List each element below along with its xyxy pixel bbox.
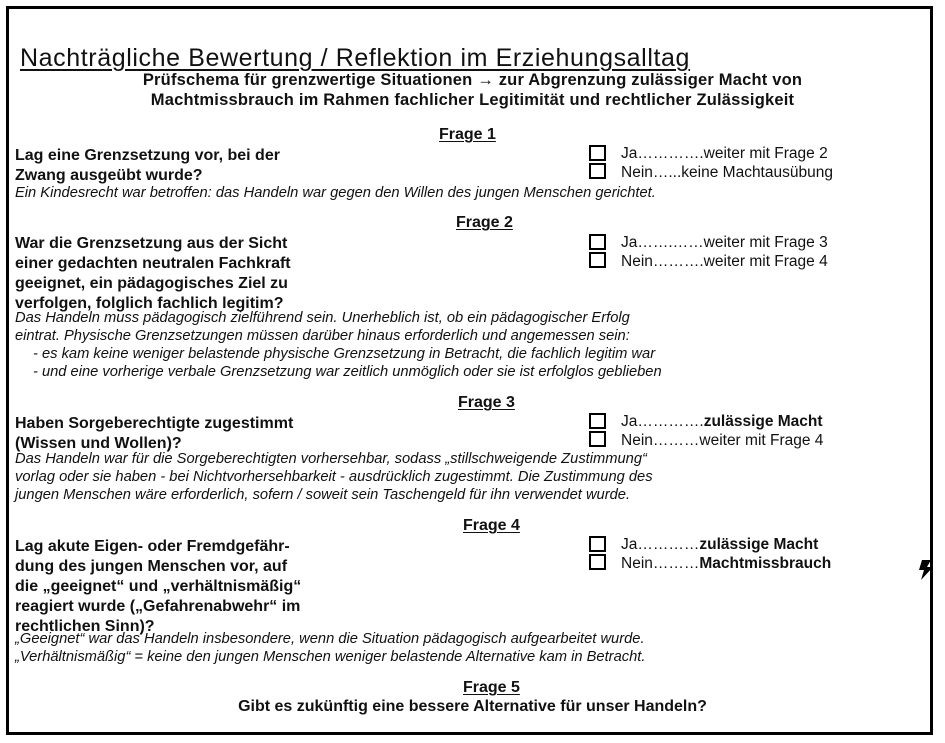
- frage-4-question-line: Lag akute Eigen- oder Fremdgefähr-: [15, 538, 290, 555]
- frage-4-ja-result: zulässige Macht: [699, 536, 819, 553]
- subtitle-line-1: Prüfschema für grenzwertige Situationen → zur Abgrenzung zulässiger Macht von: [142, 71, 803, 89]
- frage-4-question: [15, 537, 435, 637]
- frage-4-question-line: rechtlichen Sinn)?: [15, 618, 155, 635]
- frage-4-ja-option: [621, 535, 818, 555]
- lightning-bolt-icon: [918, 560, 934, 580]
- frage-5-heading: Frage 5: [463, 679, 520, 696]
- frage-5-question: Gibt es zukünftig eine bessere Alternative für unser Handeln?: [238, 698, 707, 715]
- frage-2-question-line: einer gedachten neutralen Fachkraft: [15, 255, 291, 272]
- frage-2-nein-checkbox[interactable]: [589, 252, 606, 268]
- frage-4-nein-prefix: Nein………: [621, 555, 700, 572]
- frage-3-ja-prefix: Ja………….: [621, 413, 704, 430]
- frage-2-question: [15, 234, 435, 314]
- frage-4-ja-prefix: Ja…………: [621, 536, 700, 553]
- frage-2-bullet: - und eine vorherige verbale Grenzsetzung war zeitlich unmöglich oder sie ist erfolglos geblieben: [33, 364, 662, 380]
- frage-4-heading: Frage 4: [463, 517, 520, 534]
- frage-1-ja-checkbox[interactable]: [589, 145, 606, 161]
- page-title: Nachträgliche Bewertung / Reflektion im Erziehungsalltag: [20, 44, 691, 72]
- frage-2-nein-option: Nein……….weiter mit Frage 4: [621, 253, 828, 270]
- frage-2-note-line: eintrat. Physische Grenzsetzungen müssen darüber hinaus erforderlich und angemessen sein:: [15, 328, 630, 344]
- frage-1-nein-checkbox[interactable]: [589, 163, 606, 179]
- frage-4-question-line: dung des jungen Menschen vor, auf: [15, 558, 288, 575]
- frage-1-ja-option: Ja………….weiter mit Frage 2: [621, 145, 828, 162]
- frage-1-question-line: Lag eine Grenzsetzung vor, bei der: [15, 147, 280, 164]
- frage-3-ja-option: [621, 412, 823, 432]
- frage-2-heading: Frage 2: [456, 214, 513, 231]
- frage-1-question: [15, 146, 435, 186]
- frage-2-question-line: geeignet, ein pädagogisches Ziel zu: [15, 275, 288, 292]
- frage-1-note: Ein Kindesrecht war betroffen: das Handeln war gegen den Willen des jungen Menschen gerichtet.: [15, 185, 656, 201]
- frage-3-ja-result: zulässige Macht: [703, 413, 823, 430]
- frage-2-bullet: - es kam keine weniger belastende physische Grenzsetzung in Betracht, die fachlich legitim war: [33, 346, 656, 362]
- frage-4-question-line: reagiert wurde („Gefahrenabwehr“ im: [15, 598, 301, 615]
- frage-3-question: [15, 414, 435, 454]
- frage-4-nein-option: [621, 554, 831, 574]
- frage-3-nein-option: Nein………weiter mit Frage 4: [621, 432, 824, 449]
- frage-1-heading: Frage 1: [439, 126, 496, 143]
- frage-4-note-line: „Geeignet“ war das Handeln insbesondere, wenn die Situation pädagogisch aufgearbeitet wurde.: [15, 631, 645, 647]
- frage-3-note-line: vorlag oder sie haben - bei Nichtvorhersehbarkeit - ausdrücklich zugestimmt. Die Zustimmung des: [15, 469, 653, 485]
- frage-3-heading: Frage 3: [458, 394, 515, 411]
- frage-4-question-line: die „geeignet“ und „verhältnismäßig“: [15, 578, 302, 595]
- frage-2-ja-checkbox[interactable]: [589, 234, 606, 250]
- frage-3-note-line: Das Handeln war für die Sorgeberechtigten vorhersehbar, sodass „stillschweigende Zustimmung“: [15, 451, 647, 467]
- frage-4-nein-checkbox[interactable]: [589, 554, 606, 570]
- frage-2-ja-option: Ja…….……weiter mit Frage 3: [621, 234, 828, 251]
- frage-3-ja-checkbox[interactable]: [589, 413, 606, 429]
- frage-3-question-line: Haben Sorgeberechtigte zugestimmt: [15, 415, 294, 432]
- frage-2-question-line: verfolgen, folglich fachlich legitim?: [15, 295, 284, 312]
- subtitle-line-2: Machtmissbrauch im Rahmen fachlicher Legitimität und rechtlicher Zulässigkeit: [150, 91, 795, 109]
- frage-3-question-line: (Wissen und Wollen)?: [15, 435, 182, 452]
- frage-3-nein-checkbox[interactable]: [589, 431, 606, 447]
- frage-2-question-line: War die Grenzsetzung aus der Sicht: [15, 235, 288, 252]
- frage-2-note-line: Das Handeln muss pädagogisch zielführend sein. Unerheblich ist, ob ein pädagogischer Erfolg: [15, 310, 630, 326]
- frage-4-ja-checkbox[interactable]: [589, 536, 606, 552]
- frage-3-note-line: jungen Menschen wäre erforderlich, sofern / soweit sein Taschengeld für ihn verwendet wurde.: [15, 487, 631, 503]
- page-subtitle: [20, 70, 925, 110]
- frage-4-note-line: „Verhältnismäßig“ = keine den jungen Menschen weniger belastende Alternative kam in Betracht.: [15, 649, 646, 665]
- frage-4-nein-result: Machtmissbrauch: [699, 555, 832, 572]
- frage-1-question-line: Zwang ausgeübt wurde?: [15, 167, 203, 184]
- frage-1-nein-option: Nein…...keine Machtausübung: [621, 164, 833, 181]
